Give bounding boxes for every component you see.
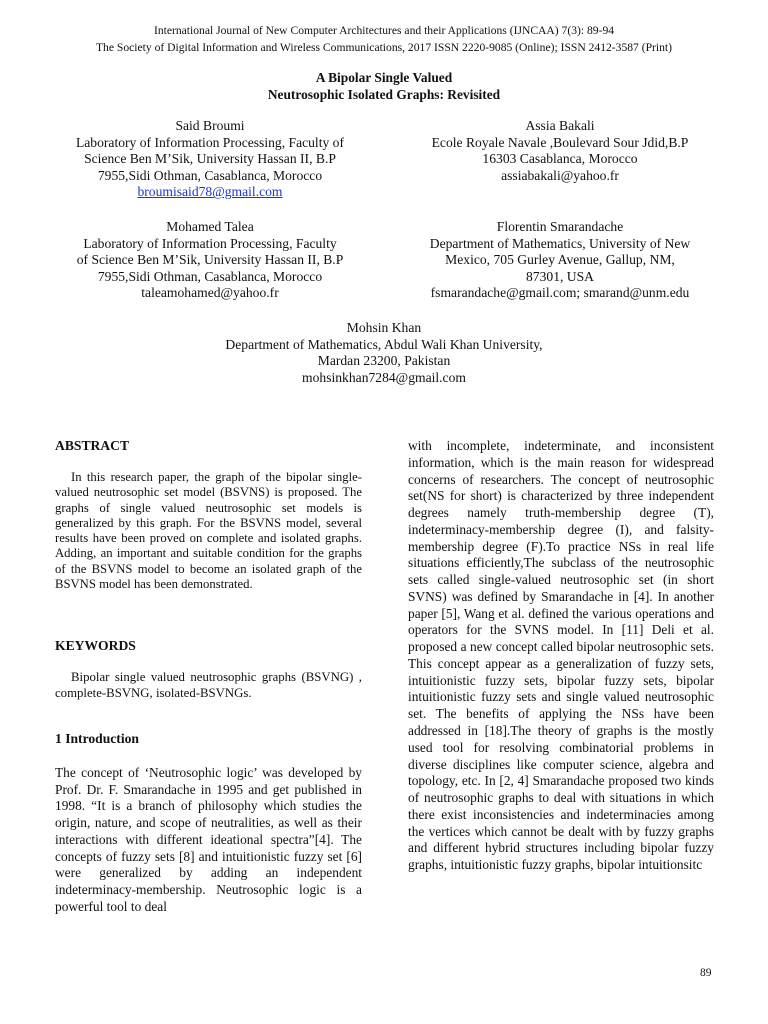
author-affiliation-line: 7955,Sidi Othman, Casablanca, Morocco	[97, 167, 323, 183]
author-block-talea	[40, 219, 380, 302]
society-header-line: The Society of Digital Information and Wireless Communications, 2017 ISSN 2220-9085 (Online); ISSN 2412-3587 (Print)	[95, 41, 673, 54]
author-name: Said Broumi	[175, 118, 245, 133]
author-affiliation-line: Department of Mathematics, University of New	[429, 235, 691, 251]
keywords-text: Bipolar single valued neutrosophic graphs (BSVNG) , complete-BSVNG, isolated-BSVNGs.	[55, 670, 362, 700]
author-affiliation-line: Department of Mathematics, Abdul Wali Khan University,	[225, 336, 543, 352]
abstract-text: In this research paper, the graph of the bipolar single-valued neutrosophic set model (BSVNS) is proposed. The graphs of single valued neutrosophic set models is generalized by this graph. For the BSVNS model, several results have been proved on complete and isolated graphs. Adding, an important and suitable condition for the graphs of the BSVNS model to become an isolated graph of the BSVNS model has been demonstrated.	[55, 470, 362, 592]
author-name: Assia Bakali	[525, 118, 595, 133]
keywords-heading: KEYWORDS	[55, 638, 136, 653]
introduction-left-text: The concept of ‘Neutrosophic logic’ was developed by Prof. Dr. F. Smarandache in 1995 and get published in 1998. “It is a branch of philosophy which studies the origin, nature, and scope of neutralities, as well as their interactions with different ideational spectra”[4]. The concepts of fuzzy sets [8] and intuitionistic fuzzy set [6] were generalized by adding an independent indeterminacy-membership. Neutrosophic logic is a powerful tool to deal	[55, 765, 362, 914]
author-block-smarandache	[392, 219, 728, 302]
author-block-bakali	[392, 118, 728, 184]
introduction-heading: 1 Introduction	[55, 731, 139, 746]
author-affiliation-line: Science Ben M’Sik, University Hassan II, B.P	[84, 151, 336, 167]
journal-header-line: International Journal of New Computer Architectures and their Applications (IJNCAA) 7(3): 89-94	[153, 24, 615, 37]
paper-title-line-1: A Bipolar Single Valued	[315, 70, 453, 85]
paper-title-line-2: Neutrosophic Isolated Graphs: Revisited	[267, 87, 501, 102]
author-affiliation-line: Laboratory of Information Processing, Faculty	[83, 235, 337, 251]
author-block-khan	[160, 320, 608, 386]
author-affiliation-line: 16303 Casablanca, Morocco	[482, 151, 638, 167]
author-affiliation-line: Ecole Royale Navale ,Boulevard Sour Jdid,B.P	[431, 134, 689, 150]
introduction-right-text: with incomplete, indeterminate, and inconsistent information, which is the main reason for widespread concerns of researchers. The concept of neutrosophic set(NS for short) is characterized by three independent degrees namely truth-membership degree (T), indeterminacy-membership degree (I), and falsity-membership degree (F).To practice NSs in real life situations efficiently,The subclass of the neutrosophic sets called single-valued neutrosophic set (in short SVNS) was defined by Smarandache in [4]. In another paper [5], Wang et al. defined the various operations and operators for the SVNS model. In [11] Deli et al. proposed a new concept called bipolar neutrosophic sets. This concept appear as a generalization of fuzzy sets, intuitionistic fuzzy sets, bipolar fuzzy sets, bipolar intuitionistic fuzzy sets and single valued neutrosophic set. The benefits of applying the NSs have been addressed in [18].The theory of graphs is the mostly used tool for resolving combinatorial problems in diverse disciplines like computer science, algebra and topology, etc. In [2, 4] Smarandache proposed two kinds of neutrosophic graphs to deal with situations in which there exist inconsistencies and indeterminacies among the vertices which cannot be dealt with by fuzzy graphs and different hybrid structures including bipolar fuzzy graphs, intuitionistic fuzzy graphs, bipolar intuitionsitc	[408, 438, 714, 873]
author-name: Florentin Smarandache	[496, 219, 624, 234]
author-email: taleamohamed@yahoo.fr	[141, 285, 279, 301]
author-name: Mohamed Talea	[166, 219, 254, 234]
author-affiliation-line: 7955,Sidi Othman, Casablanca, Morocco	[97, 268, 323, 284]
author-email: fsmarandache@gmail.com; smarand@unm.edu	[430, 285, 690, 301]
author-affiliation-line: Mexico, 705 Gurley Avenue, Gallup, NM,	[445, 252, 675, 268]
abstract-heading: ABSTRACT	[55, 438, 130, 453]
author-email: mohsinkhan7284@gmail.com	[302, 369, 466, 385]
author-email: assiabakali@yahoo.fr	[501, 167, 619, 183]
page-number: 89	[700, 967, 712, 979]
author-affiliation-line: Laboratory of Information Processing, Faculty of	[75, 134, 345, 150]
author-affiliation-line: of Science Ben M’Sik, University Hassan II, B.P	[76, 252, 344, 268]
author-affiliation-line: 87301, USA	[526, 268, 594, 284]
author-affiliation-line: Mardan 23200, Pakistan	[317, 353, 451, 369]
author-name: Mohsin Khan	[346, 320, 422, 335]
author-block-broumi	[40, 118, 380, 201]
author-email-link[interactable]: broumisaid78@gmail.com	[137, 184, 283, 200]
